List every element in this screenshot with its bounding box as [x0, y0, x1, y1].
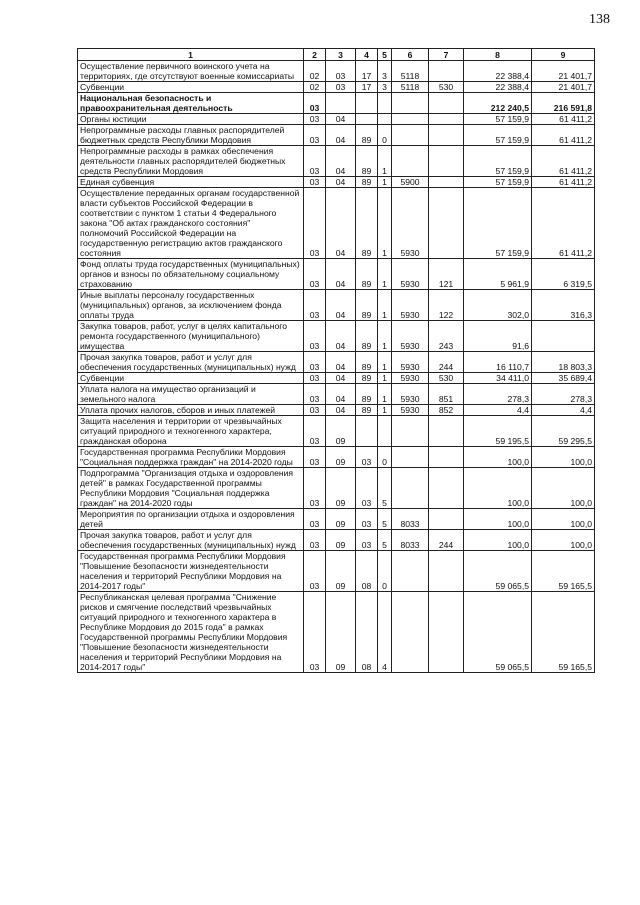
table-row — [78, 405, 595, 416]
subprogram-code: 5 — [378, 468, 392, 509]
row-name: Мероприятия по организации отдыха и оздоровления детей — [78, 509, 304, 530]
subsection-code: 09 — [326, 509, 356, 530]
amount-year-2: 6 319,5 — [532, 259, 595, 290]
section-code: 03 — [304, 384, 326, 405]
amount-year-1: 302,0 — [464, 290, 532, 321]
amount-year-1: 57 159,9 — [464, 114, 532, 125]
article-code — [392, 592, 429, 673]
program-code: 03 — [356, 447, 378, 468]
program-code: 89 — [356, 321, 378, 352]
table-row — [78, 551, 595, 592]
expense-type-code: 852 — [429, 405, 464, 416]
subprogram-code: 1 — [378, 373, 392, 384]
subsection-code: 04 — [326, 373, 356, 384]
amount-year-1: 100,0 — [464, 468, 532, 509]
program-code: 17 — [356, 82, 378, 93]
program-code — [356, 416, 378, 447]
program-code: 03 — [356, 530, 378, 551]
section-code: 03 — [304, 259, 326, 290]
table-row — [78, 530, 595, 551]
section-code: 03 — [304, 146, 326, 177]
subsection-code: 04 — [326, 352, 356, 373]
expense-type-code: 851 — [429, 384, 464, 405]
amount-year-1: 91,6 — [464, 321, 532, 352]
article-code: 5930 — [392, 188, 429, 259]
amount-year-1: 212 240,5 — [464, 93, 532, 114]
expense-type-code: 244 — [429, 352, 464, 373]
row-name: Субвенции — [78, 373, 304, 384]
subprogram-code: 1 — [378, 405, 392, 416]
amount-year-2: 316,3 — [532, 290, 595, 321]
amount-year-1: 22 388,4 — [464, 61, 532, 82]
row-name: Уплата прочих налогов, сборов и иных платежей — [78, 405, 304, 416]
expense-type-code — [429, 93, 464, 114]
subprogram-code: 0 — [378, 447, 392, 468]
table-row — [78, 146, 595, 177]
table-row — [78, 290, 595, 321]
row-name: Осуществление первичного воинского учета на территориях, где отсутствуют военные комиссариаты — [78, 61, 304, 82]
subsection-code: 04 — [326, 188, 356, 259]
article-code: 8033 — [392, 530, 429, 551]
table-row — [78, 509, 595, 530]
amount-year-1: 100,0 — [464, 509, 532, 530]
program-code: 89 — [356, 352, 378, 373]
table-row — [78, 592, 595, 673]
subprogram-code: 0 — [378, 551, 392, 592]
subprogram-code: 1 — [378, 177, 392, 188]
row-name: Иные выплаты персоналу государственных (муниципальных) органов, за исключением фонда оплаты труда — [78, 290, 304, 321]
table-row — [78, 321, 595, 352]
table-row — [78, 82, 595, 93]
table-row — [78, 468, 595, 509]
amount-year-2: 61 411,2 — [532, 177, 595, 188]
program-code — [356, 93, 378, 114]
expense-type-code — [429, 592, 464, 673]
amount-year-2: 59 295,5 — [532, 416, 595, 447]
row-name: Национальная безопасность и правоохранительная деятельность — [78, 93, 304, 114]
expense-type-code: 530 — [429, 373, 464, 384]
section-code: 03 — [304, 93, 326, 114]
subprogram-code: 5 — [378, 509, 392, 530]
col-header: 4 — [356, 49, 378, 61]
row-name: Защита населения и территории от чрезвычайных ситуаций природного и техногенного характера, гражданская оборона — [78, 416, 304, 447]
page-number: 138 — [589, 12, 610, 27]
program-code: 89 — [356, 259, 378, 290]
expense-type-code — [429, 114, 464, 125]
expense-type-code — [429, 468, 464, 509]
amount-year-2: 61 411,2 — [532, 188, 595, 259]
article-code — [392, 416, 429, 447]
table-row — [78, 416, 595, 447]
table-row — [78, 259, 595, 290]
table-row — [78, 447, 595, 468]
expense-type-code — [429, 146, 464, 177]
amount-year-2: 59 165,5 — [532, 592, 595, 673]
row-name: Непрограммные расходы в рамках обеспечения деятельности главных распорядителей бюджетных средств Республики Мордовия — [78, 146, 304, 177]
expense-type-code: 243 — [429, 321, 464, 352]
row-name: Субвенции — [78, 82, 304, 93]
table-header-row — [78, 49, 595, 61]
amount-year-1: 22 388,4 — [464, 82, 532, 93]
expense-type-code: 122 — [429, 290, 464, 321]
article-code: 5930 — [392, 405, 429, 416]
subsection-code: 09 — [326, 551, 356, 592]
subprogram-code — [378, 93, 392, 114]
program-code: 03 — [356, 468, 378, 509]
expense-type-code — [429, 551, 464, 592]
section-code: 03 — [304, 373, 326, 384]
amount-year-1: 59 065,5 — [464, 551, 532, 592]
col-header: 2 — [304, 49, 326, 61]
subsection-code: 04 — [326, 259, 356, 290]
subsection-code: 04 — [326, 384, 356, 405]
amount-year-1: 57 159,9 — [464, 146, 532, 177]
table-row — [78, 373, 595, 384]
expense-type-code — [429, 125, 464, 146]
section-code: 03 — [304, 125, 326, 146]
article-code: 5930 — [392, 352, 429, 373]
section-code: 03 — [304, 551, 326, 592]
row-name: Закупка товаров, работ, услуг в целях капитального ремонта государственного (муниципального) имущества — [78, 321, 304, 352]
amount-year-2: 278,3 — [532, 384, 595, 405]
amount-year-1: 278,3 — [464, 384, 532, 405]
section-code: 03 — [304, 114, 326, 125]
expense-type-code — [429, 447, 464, 468]
amount-year-1: 34 411,0 — [464, 373, 532, 384]
amount-year-2: 100,0 — [532, 447, 595, 468]
section-code: 03 — [304, 321, 326, 352]
program-code: 89 — [356, 177, 378, 188]
amount-year-2: 35 689,4 — [532, 373, 595, 384]
table-row — [78, 384, 595, 405]
col-header: 6 — [392, 49, 429, 61]
expense-type-code — [429, 188, 464, 259]
amount-year-2: 61 411,2 — [532, 146, 595, 177]
article-code: 5930 — [392, 321, 429, 352]
table-row — [78, 114, 595, 125]
subsection-code: 04 — [326, 321, 356, 352]
subprogram-code: 1 — [378, 259, 392, 290]
program-code: 89 — [356, 290, 378, 321]
row-name: Прочая закупка товаров, работ и услуг для обеспечения государственных (муниципальных) нужд — [78, 352, 304, 373]
row-name: Республиканская целевая программа "Снижение рисков и смягчение последствий чрезвычайных ситуаций природного и техногенного характера в Республике Мордовия до 2015 года" в рамках Государственной программы Республики Мордовия "Повышение безопасности жизнедеятельности населения и территорий Республики Мордовия на 2014-2017 годы" — [78, 592, 304, 673]
table-row — [78, 93, 595, 114]
section-code: 03 — [304, 509, 326, 530]
subprogram-code: 1 — [378, 384, 392, 405]
program-code — [356, 114, 378, 125]
table-row — [78, 125, 595, 146]
article-code: 5930 — [392, 259, 429, 290]
subprogram-code: 3 — [378, 61, 392, 82]
row-name: Уплата налога на имущество организаций и земельного налога — [78, 384, 304, 405]
subsection-code: 04 — [326, 405, 356, 416]
table-row — [78, 177, 595, 188]
row-name: Фонд оплаты труда государственных (муниципальных) органов и взносы по обязательному социальному страхованию — [78, 259, 304, 290]
article-code: 5118 — [392, 61, 429, 82]
amount-year-1: 57 159,9 — [464, 177, 532, 188]
table-body — [78, 61, 595, 673]
amount-year-1: 5 961,9 — [464, 259, 532, 290]
program-code: 17 — [356, 61, 378, 82]
amount-year-1: 100,0 — [464, 447, 532, 468]
subsection-code: 04 — [326, 146, 356, 177]
amount-year-2: 61 411,2 — [532, 125, 595, 146]
subsection-code: 09 — [326, 416, 356, 447]
subsection-code — [326, 93, 356, 114]
row-name: Прочая закупка товаров, работ и услуг для обеспечения государственных (муниципальных) нужд — [78, 530, 304, 551]
subsection-code: 04 — [326, 290, 356, 321]
amount-year-1: 59 195,5 — [464, 416, 532, 447]
section-code: 03 — [304, 352, 326, 373]
subprogram-code: 3 — [378, 82, 392, 93]
subprogram-code: 1 — [378, 146, 392, 177]
amount-year-2: 18 803,3 — [532, 352, 595, 373]
row-name: Непрограммные расходы главных распорядителей бюджетных средств Республики Мордовия — [78, 125, 304, 146]
subsection-code: 09 — [326, 530, 356, 551]
subprogram-code: 4 — [378, 592, 392, 673]
amount-year-2: 216 591,8 — [532, 93, 595, 114]
amount-year-2: 21 401,7 — [532, 61, 595, 82]
expense-type-code — [429, 177, 464, 188]
program-code: 89 — [356, 125, 378, 146]
amount-year-2 — [532, 321, 595, 352]
row-name: Государственная программа Республики Мордовия "Социальная поддержка граждан" на 2014-2020 годы — [78, 447, 304, 468]
amount-year-2: 100,0 — [532, 509, 595, 530]
subsection-code: 09 — [326, 447, 356, 468]
subprogram-code: 1 — [378, 352, 392, 373]
table-row — [78, 61, 595, 82]
amount-year-2: 100,0 — [532, 530, 595, 551]
expense-type-code — [429, 61, 464, 82]
program-code: 89 — [356, 373, 378, 384]
table-row — [78, 188, 595, 259]
article-code — [392, 447, 429, 468]
program-code: 08 — [356, 592, 378, 673]
program-code: 89 — [356, 146, 378, 177]
col-header: 3 — [326, 49, 356, 61]
row-name: Подпрограмма "Организация отдыха и оздоровления детей" в рамках Государственной программы Республики Мордовия "Социальная поддержка граждан" на 2014-2020 годы — [78, 468, 304, 509]
col-header: 9 — [532, 49, 595, 61]
col-header: 7 — [429, 49, 464, 61]
article-code: 5930 — [392, 373, 429, 384]
expense-type-code — [429, 416, 464, 447]
row-name: Органы юстиции — [78, 114, 304, 125]
article-code: 5930 — [392, 290, 429, 321]
section-code: 03 — [304, 468, 326, 509]
article-code: 5900 — [392, 177, 429, 188]
subprogram-code — [378, 114, 392, 125]
subsection-code: 09 — [326, 592, 356, 673]
section-code: 03 — [304, 530, 326, 551]
subprogram-code: 0 — [378, 125, 392, 146]
amount-year-1: 59 065,5 — [464, 592, 532, 673]
program-code: 89 — [356, 405, 378, 416]
program-code: 08 — [356, 551, 378, 592]
col-header: 1 — [78, 49, 304, 61]
amount-year-2: 61 411,2 — [532, 114, 595, 125]
article-code — [392, 114, 429, 125]
col-header: 8 — [464, 49, 532, 61]
amount-year-2: 59 165,5 — [532, 551, 595, 592]
amount-year-1: 57 159,9 — [464, 125, 532, 146]
col-header: 5 — [378, 49, 392, 61]
article-code: 5118 — [392, 82, 429, 93]
row-name: Единая субвенция — [78, 177, 304, 188]
subsection-code: 04 — [326, 177, 356, 188]
expense-type-code — [429, 509, 464, 530]
section-code: 03 — [304, 177, 326, 188]
row-name: Осуществление переданных органам государственной власти субъектов Российской Федерации в соответствии с пунктом 1 статьи 4 Федерального закона "Об актах гражданского состояния" полномочий Российской Федерации на государственную регистрацию актов гражданского состояния — [78, 188, 304, 259]
article-code — [392, 551, 429, 592]
article-code — [392, 125, 429, 146]
table-row — [78, 352, 595, 373]
subprogram-code: 1 — [378, 290, 392, 321]
program-code: 03 — [356, 509, 378, 530]
section-code: 02 — [304, 82, 326, 93]
budget-table — [77, 48, 595, 673]
amount-year-1: 57 159,9 — [464, 188, 532, 259]
amount-year-1: 4,4 — [464, 405, 532, 416]
subsection-code: 09 — [326, 468, 356, 509]
article-code — [392, 146, 429, 177]
subsection-code: 03 — [326, 82, 356, 93]
section-code: 02 — [304, 61, 326, 82]
expense-type-code: 244 — [429, 530, 464, 551]
subprogram-code: 5 — [378, 530, 392, 551]
program-code: 89 — [356, 188, 378, 259]
amount-year-2: 100,0 — [532, 468, 595, 509]
expense-type-code: 121 — [429, 259, 464, 290]
article-code: 8033 — [392, 509, 429, 530]
section-code: 03 — [304, 592, 326, 673]
subsection-code: 04 — [326, 125, 356, 146]
section-code: 03 — [304, 405, 326, 416]
amount-year-1: 16 110,7 — [464, 352, 532, 373]
expense-type-code: 530 — [429, 82, 464, 93]
article-code — [392, 93, 429, 114]
article-code — [392, 468, 429, 509]
section-code: 03 — [304, 290, 326, 321]
subprogram-code: 1 — [378, 188, 392, 259]
section-code: 03 — [304, 188, 326, 259]
program-code: 89 — [356, 384, 378, 405]
section-code: 03 — [304, 416, 326, 447]
subsection-code: 03 — [326, 61, 356, 82]
row-name: Государственная программа Республики Мордовия "Повышение безопасности жизнедеятельности населения и территорий Республики Мордовия на 2014-2017 годы" — [78, 551, 304, 592]
amount-year-1: 100,0 — [464, 530, 532, 551]
subsection-code: 04 — [326, 114, 356, 125]
article-code: 5930 — [392, 384, 429, 405]
amount-year-2: 21 401,7 — [532, 82, 595, 93]
section-code: 03 — [304, 447, 326, 468]
subprogram-code — [378, 416, 392, 447]
amount-year-2: 4,4 — [532, 405, 595, 416]
subprogram-code: 1 — [378, 321, 392, 352]
